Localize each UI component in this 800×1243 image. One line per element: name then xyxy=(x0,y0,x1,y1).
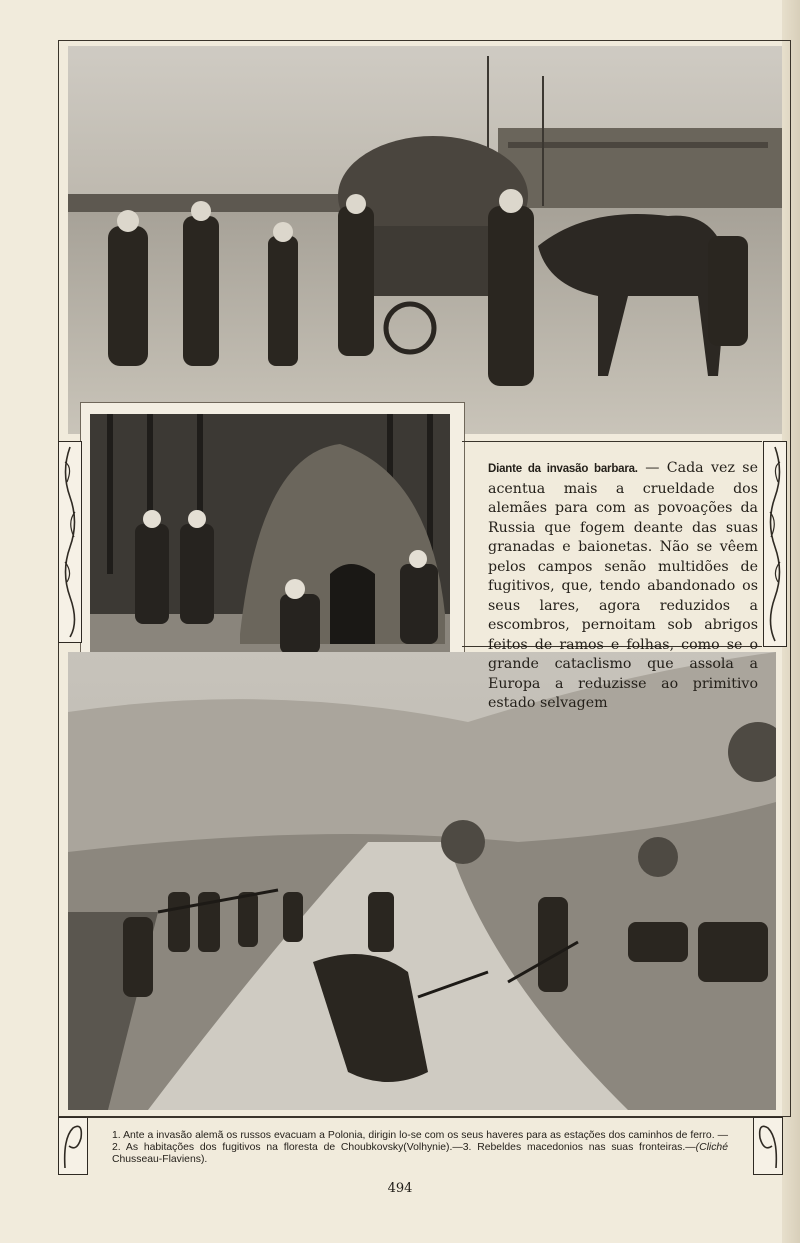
photo-caption xyxy=(112,1130,728,1167)
ornament-right xyxy=(763,441,787,647)
caption-credit-name: Chusseau-Flaviens). xyxy=(112,1154,208,1166)
ornament-bottom-left xyxy=(58,1117,88,1175)
caption-credit-label: (Cliché xyxy=(695,1142,728,1154)
caption-text: 1. Ante a invasão alemã os russos evacuam a Polonia, dirigin lo-se com os seus haveres para as estações dos caminhos de ferro. — 2. As habitações dos fugitivos na floresta de Choubkovsky(Volhynie).—3. Rebeldes macedonios nas suas fronteiras.— xyxy=(112,1130,728,1154)
photo-refugees-cart xyxy=(68,46,782,434)
article-body: — Cada vez se acentua mais a crueldade dos alemães para com as povoações da Russia que fogem deante das suas granadas e baionetas. Não se vêem pelos campos senão multidões de fugitivos, que, tendo abandonado os seus lares, agora reduzidos a escombros, pernoitam sob abrigos feitos de ramos e folhas, como se o grande cataclismo que assola a Europa a reduzisse ao primitivo estado selvagem xyxy=(488,460,758,711)
photo-rebels-road xyxy=(68,652,776,1110)
ornament-left xyxy=(58,441,82,643)
article-lead: Diante da invasão barbara. xyxy=(488,463,638,475)
article-text xyxy=(488,459,758,714)
page-number: 494 xyxy=(387,1181,413,1196)
photo-forest-hut xyxy=(90,414,450,679)
ornament-bottom-right xyxy=(753,1117,783,1175)
